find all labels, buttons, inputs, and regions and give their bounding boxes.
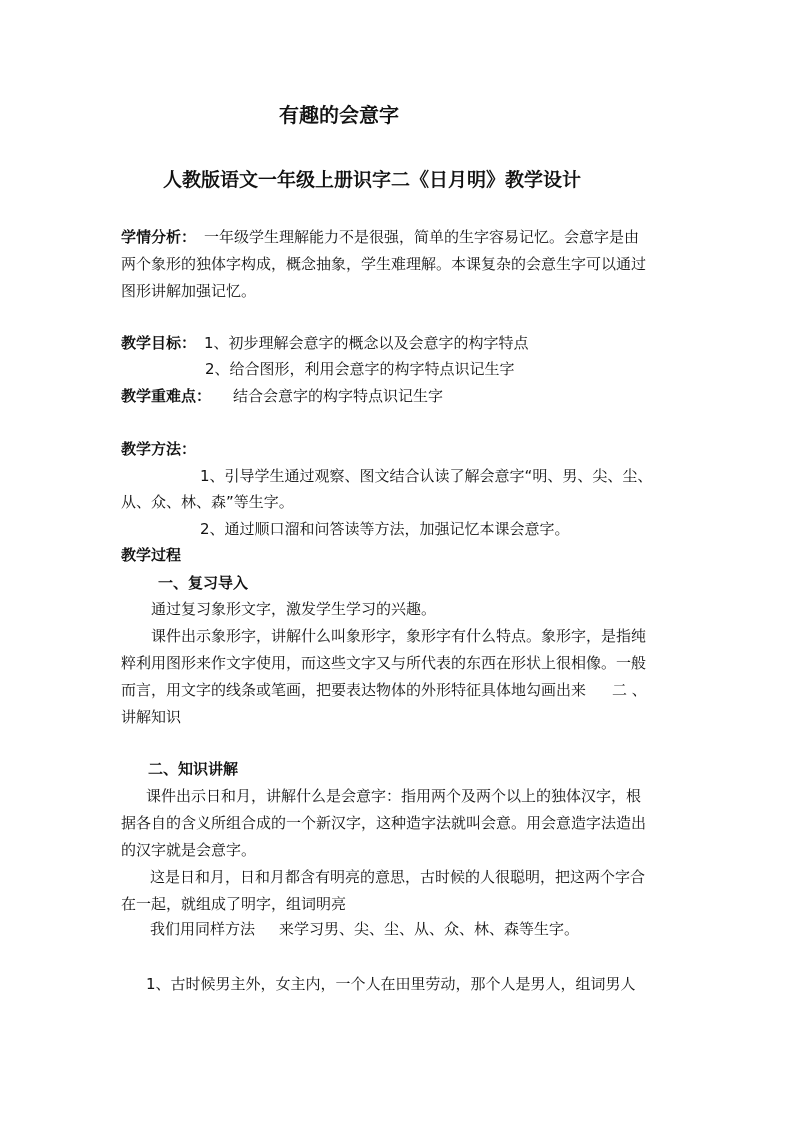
document-subtitle: 人教版语文一年级上册识字二《日月明》教学设计 <box>163 169 582 191</box>
methods-item-1-line-1: 1、引导学生通过观察、图文结合认读了解会意字“明、男、尖、尘、 <box>200 467 653 485</box>
section-2-paragraph-1-line-2: 据各自的含义所组合成的一个新汉字，这种造字法就叫会意。用会意造字法造出 <box>121 814 647 832</box>
analysis-line-1 <box>121 226 639 248</box>
section-2-paragraph-3-part-2: 来学习男、尖、尘、从、众、林、森等生字。 <box>279 920 580 938</box>
section-2-paragraph-3-part-1: 我们用同样方法 <box>150 920 256 938</box>
section-1-paragraph-2-line-3-tail: 二 、 <box>612 681 647 699</box>
section-2-paragraph-1-line-3: 的汉字就是会意字。 <box>121 841 257 859</box>
section-1-paragraph-2-line-4: 讲解知识 <box>121 708 182 726</box>
process-label: 教学过程 <box>121 546 182 564</box>
section-1-paragraph-2-line-2: 粹利用图形来作文字使用，而这些文字又与所代表的东西在形状上很相像。一般 <box>121 654 647 672</box>
analysis-text-1: 一年级学生理解能力不是很强，简单的生字容易记忆。会意字是由 <box>204 228 640 246</box>
section-2-heading: 二、知识讲解 <box>148 760 239 778</box>
section-1-paragraph-1: 通过复习象形文字，激发学生学习的兴趣。 <box>151 600 437 618</box>
analysis-line-2: 两个象形的独体字构成，概念抽象，学生难理解。本课复杂的会意生字可以通过 <box>121 255 647 273</box>
section-2-paragraph-2-line-2: 在一起，就组成了明字，组词明亮 <box>121 895 347 913</box>
section-1-paragraph-2-line-3 <box>121 679 647 701</box>
goals-item-2: 2、给合图形，利用会意字的构字特点识记生字 <box>205 360 515 378</box>
difficulty-line <box>121 385 443 407</box>
goals-item-1: 1、初步理解会意字的概念以及会意字的构字特点 <box>204 334 529 352</box>
section-1-paragraph-2-line-1: 课件出示象形字，讲解什么叫象形字，象形字有什么特点。象形字，是指纯 <box>151 627 647 645</box>
analysis-line-3: 图形讲解加强记忆。 <box>121 282 257 300</box>
section-2-paragraph-2-line-1: 这是日和月，日和月都含有明亮的意思，古时候的人很聪明，把这两个字合 <box>150 868 646 886</box>
difficulty-label: 教学重难点： <box>121 387 212 405</box>
difficulty-text: 结合会意字的构字特点识记生字 <box>233 387 444 405</box>
goals-label: 教学目标： <box>121 334 197 352</box>
methods-item-2: 2、通过顺口溜和问答读等方法，加强记忆本课会意字。 <box>200 520 570 538</box>
section-2-paragraph-4: 1、古时候男主外，女主内，一个人在田里劳动，那个人是男人，组词男人 <box>146 975 636 993</box>
section-1-heading: 一、复习导入 <box>158 574 249 592</box>
document-title: 有趣的会意字 <box>279 103 399 127</box>
section-2-paragraph-3 <box>150 918 579 940</box>
goals-line-1 <box>121 332 529 354</box>
section-1-paragraph-2-line-3-text: 而言，用文字的线条或笔画，把要表达物体的外形特征具体地勾画出来 <box>121 681 587 699</box>
methods-label: 教学方法： <box>121 440 197 458</box>
section-2-paragraph-1-line-1: 课件出示日和月，讲解什么是会意字：指用两个及两个以上的独体汉字，根 <box>146 787 642 805</box>
methods-item-1-line-2: 从、众、林、森”等生字。 <box>121 493 294 511</box>
analysis-label: 学情分析： <box>121 228 197 246</box>
